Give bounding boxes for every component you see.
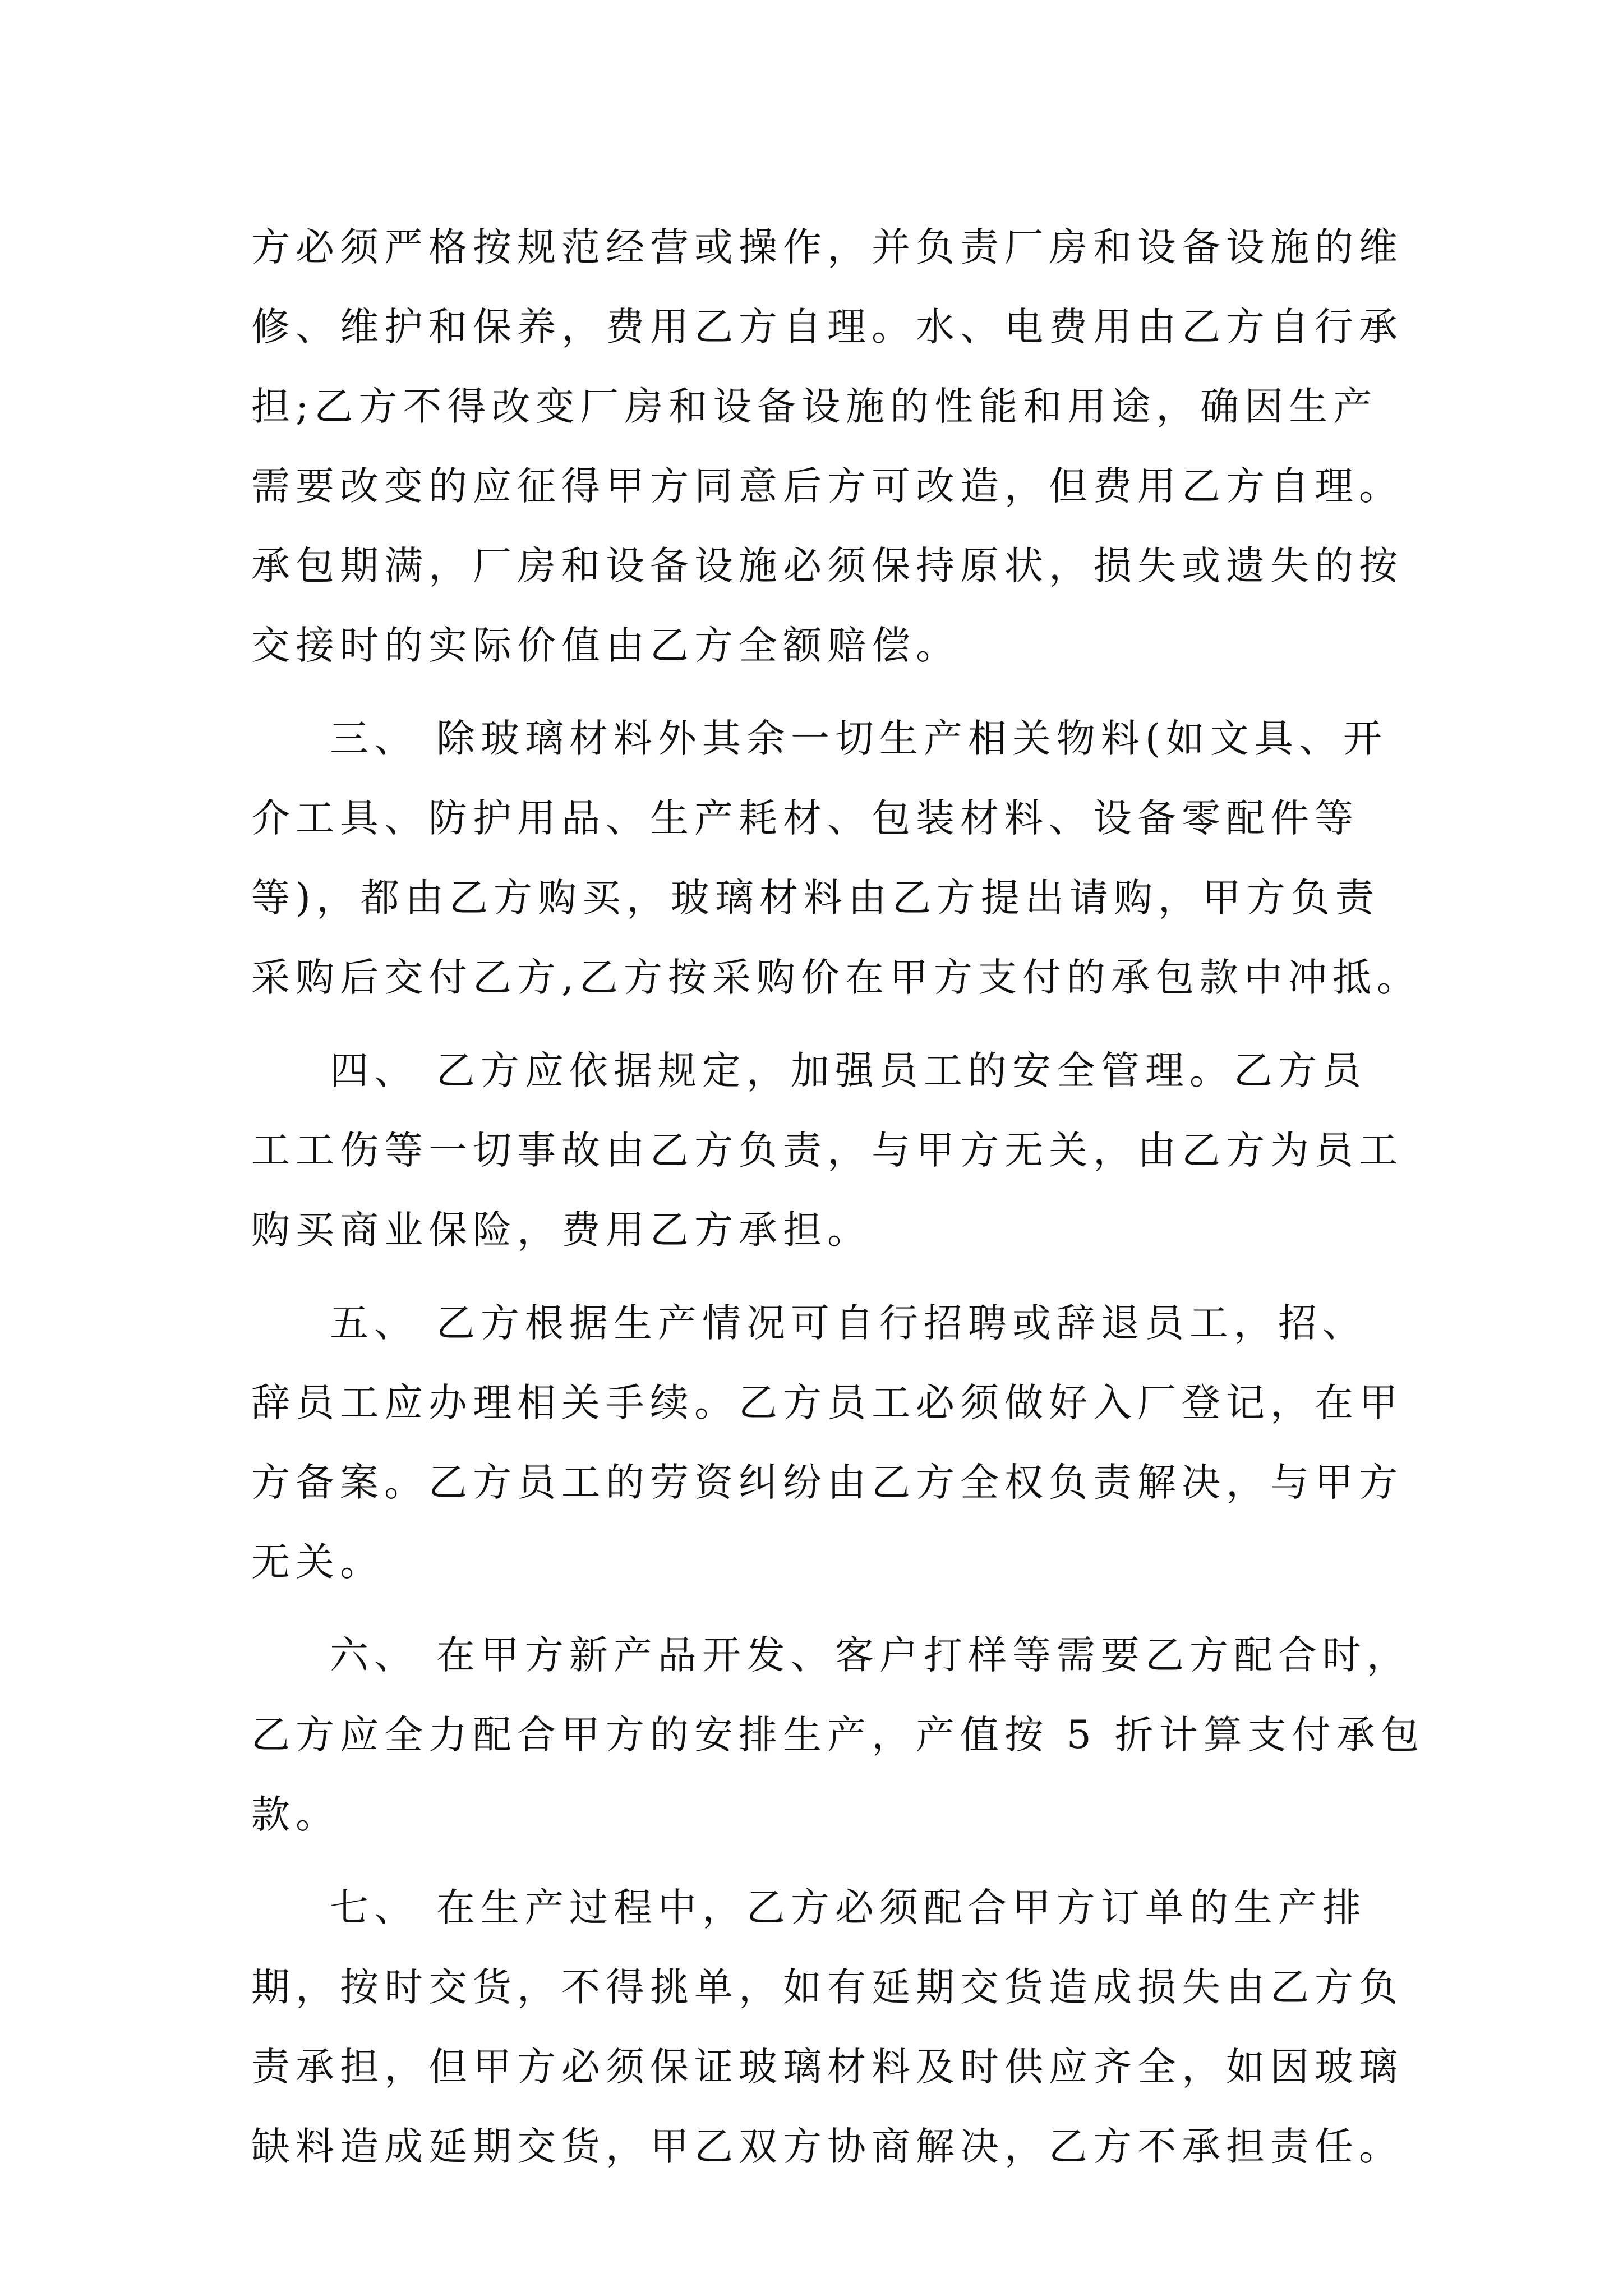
paragraph-continuation xyxy=(251,208,1403,685)
paragraph-gap xyxy=(251,1270,1378,1283)
text-line: 缺料造成延期交货，甲乙双方协商解决，乙方不承担责任。 xyxy=(251,2124,1403,2169)
text-line: 交接时的实际价值由乙方全额赔偿。 xyxy=(251,623,960,668)
paragraph-gap xyxy=(251,685,1378,699)
text-line: 五、 乙方根据生产情况可自行招聘或辞退员工，招、 xyxy=(330,1301,1367,1346)
paragraph-gap xyxy=(251,1602,1378,1616)
paragraph-clause-7 xyxy=(251,1868,1403,2187)
text-line: 采购后交付乙方,乙方按采购价在甲方支付的承包款中冲抵。 xyxy=(251,955,1421,1000)
text-line: 需要改变的应征得甲方同意后方可改造，但费用乙方自理。 xyxy=(251,464,1403,509)
text-line: 三、 除玻璃材料外其余一切生产相关物料(如文具、开 xyxy=(330,716,1387,761)
text-line: 七、 在生产过程中，乙方必须配合甲方订单的生产排 xyxy=(330,1885,1367,1930)
text-line: 介工具、防护用品、生产耗材、包装材料、设备零配件等 xyxy=(251,796,1359,841)
text-line: 担;乙方不得改变厂房和设备设施的性能和用途，确因生产 xyxy=(251,384,1378,429)
text-line: 等)，都由乙方购买，玻璃材料由乙方提出请购，甲方负责 xyxy=(251,876,1380,921)
text-line: 六、 在甲方新产品开发、客户打样等需要乙方配合时， xyxy=(330,1633,1411,1678)
text-line: 四、 乙方应依据规定，加强员工的安全管理。乙方员 xyxy=(330,1048,1367,1093)
text-line: 购买商业保险，费用乙方承担。 xyxy=(251,1208,872,1253)
text-line: 方必须严格按规范经营或操作，并负责厂房和设备设施的维 xyxy=(251,225,1403,270)
text-line: 期，按时交货，不得挑单，如有延期交货造成损失由乙方负 xyxy=(251,1965,1403,2010)
text-line: 责承担，但甲方必须保证玻璃材料及时供应齐全，如因玻璃 xyxy=(251,2045,1403,2090)
text-line: 工工伤等一切事故由乙方负责，与甲方无关，由乙方为员工 xyxy=(251,1128,1403,1173)
text-line: 款。 xyxy=(251,1792,340,1837)
paragraph-clause-4 xyxy=(251,1031,1403,1270)
text-line: 承包期满，厂房和设备设施必须保持原状，损失或遗失的按 xyxy=(251,544,1403,588)
paragraph-clause-5 xyxy=(251,1283,1403,1602)
text-line: 乙方应全力配合甲方的安排生产，产值按 5 折计算支付承包 xyxy=(251,1713,1425,1757)
document-body xyxy=(251,208,1425,2187)
paragraph-clause-6 xyxy=(251,1616,1425,1855)
text-line: 无关。 xyxy=(251,1540,384,1585)
text-line: 方备案。乙方员工的劳资纠纷由乙方全权负责解决，与甲方 xyxy=(251,1460,1403,1505)
paragraph-clause-3 xyxy=(251,699,1421,1018)
text-line: 辞员工应办理相关手续。乙方员工必须做好入厂登记，在甲 xyxy=(251,1381,1403,1425)
text-line: 修、维护和保养，费用乙方自理。水、电费用由乙方自行承 xyxy=(251,305,1403,349)
paragraph-gap xyxy=(251,1018,1378,1031)
paragraph-gap xyxy=(251,1855,1378,1868)
